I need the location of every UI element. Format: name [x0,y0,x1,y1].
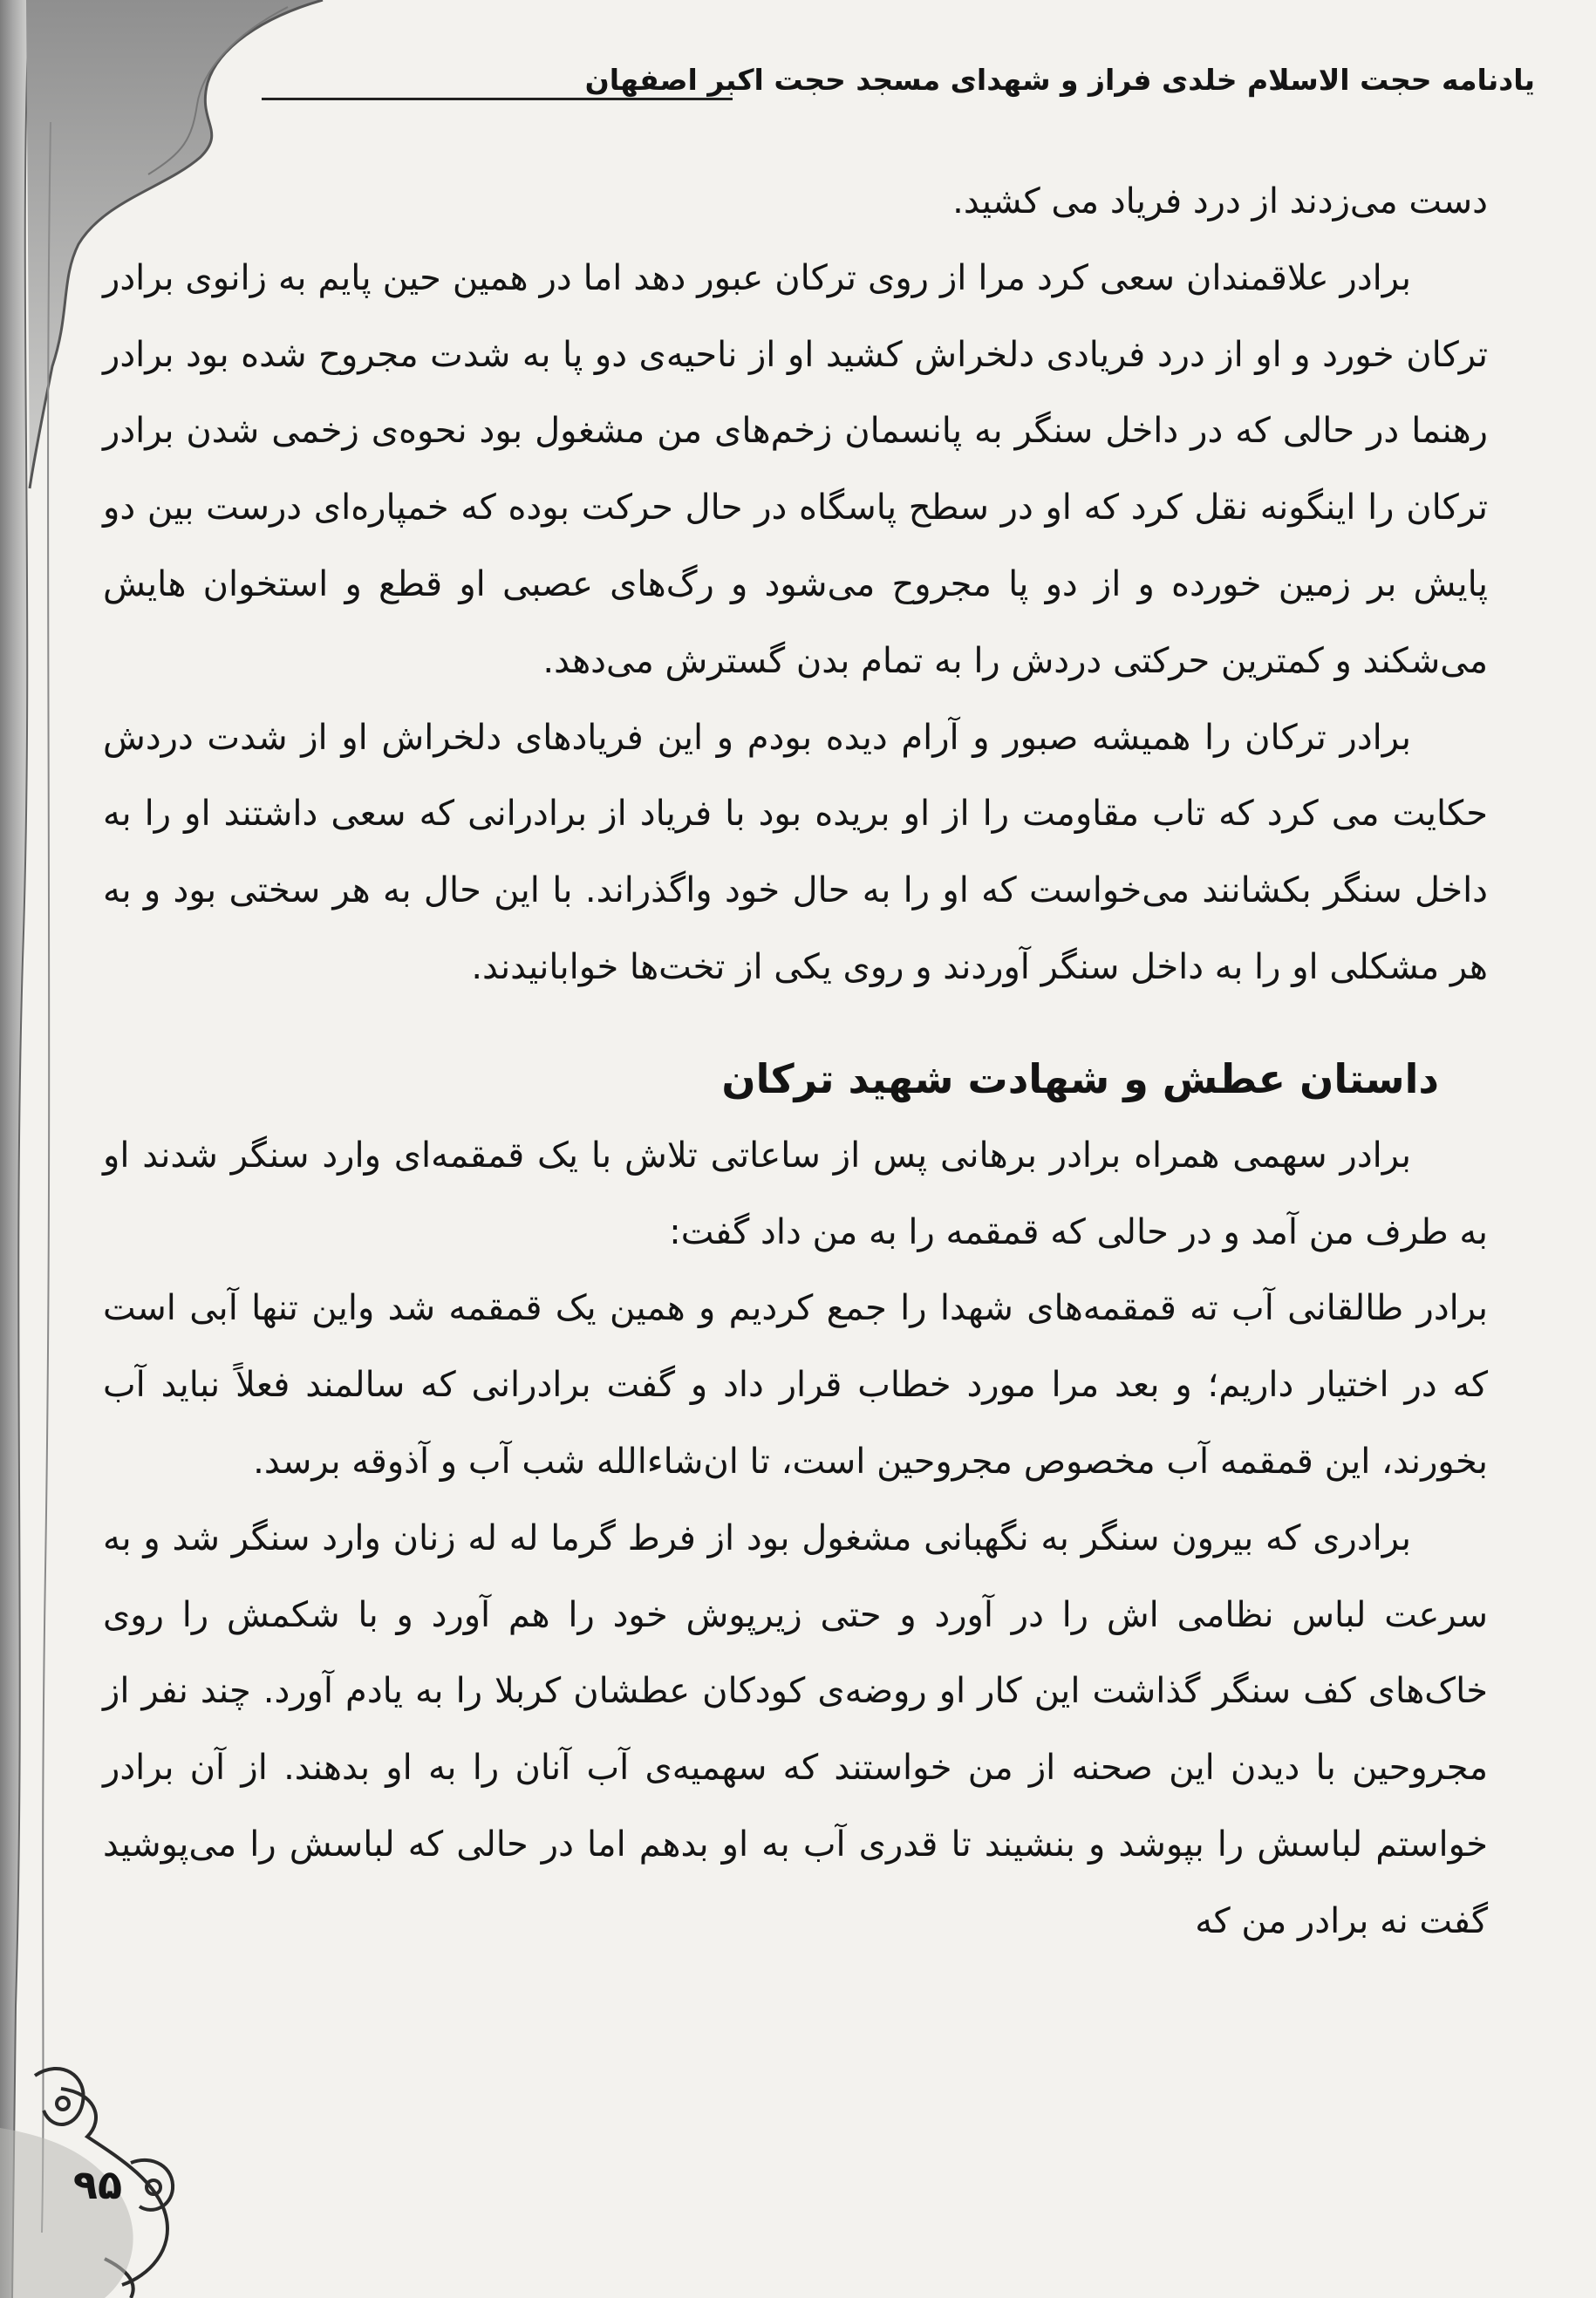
running-header: یادنامه حجت الاسلام خلدی فراز و شهدای مسجد حجت اکبر اصفهان [584,63,1535,97]
paragraph: برادر علاقمندان سعی کرد مرا از روی ترکان عبور دهد اما در همین حین پایم به زانوی برادر ترکان خورد و او از درد فریادی دلخراش کشید او از ناحیه‌ی دو پا به شدت مجروح شده بود برادر رهنما در حالی که در داخل سنگر به پانسمان زخم‌های من مشغول بود نحوه‌ی زخمی شدن برادر ترکان را اینگونه نقل کرد که او در سطح پاسگاه در حال حرکت بوده که خمپاره‌ای درست بین دو پایش بر زمین خورده و از دو پا مجروح می‌شود و رگ‌های عصبی او قطع و استخوان هایش می‌شکند و کمترین حرکتی دردش را به تمام بدن گسترش می‌دهد. [103,257,1488,681]
paragraph: برادر ترکان را همیشه صبور و آرام دیده بودم و این فریادهای دلخراش او از شدت دردش حکایت می کرد که تاب مقاومت را از او بریده بود با فریاد از برادرانی که سعی داشتند او را به داخل سنگر بکشانند می‌خواست که او را به حال خود واگذراند. با این حال به هر سختی بود و به هر مشکلی او را به داخل سنگر آوردند و روی یکی از تخت‌ها خوابانیدند. [103,717,1488,987]
section-heading: داستان عطش و شهادت شهید ترکان [721,1054,1439,1102]
paragraph: برادری که بیرون سنگر به نگهبانی مشغول بود از فرط گرما له له زنان وارد سنگر شد و به سرعت لباس نظامی اش را در آورد و حتی زیرپوش خود را هم آورد و با شکمش را روی خاک‌های کف سنگر گذاشت این کار او روضه‌ی کودکان عطشان کربلا را به یادم آورد. چند نفر از مجروحین با دیدن این صحنه از من خواستند که سهمیه‌ی آب آنان را به او بدهند. از آن برادر خواستم لباسش را بپوشد و بنشیند تا قدری آب به او بدهم اما در حالی که لباسش را می‌پوشید گفت نه برادر من که [103,1517,1488,1941]
paragraph: برادر سهمی همراه برادر برهانی پس از ساعاتی تلاش با یک قمقمه‌ای وارد سنگر شدند او به طرف من آمد و در حالی که قمقمه را به من داد گفت: [103,1135,1488,1252]
paragraph: دست می‌زدند از درد فریاد می کشید. [952,181,1488,222]
page-number: ۹۵ [72,2161,123,2208]
header-rule [262,98,733,100]
page-body [103,164,1488,1960]
paragraph: برادر طالقانی آب ته قمقمه‌های شهدا را جمع کردیم و همین یک قمقمه شد واین تنها آبی است که در اختیار داریم؛ و بعد مرا مورد خطاب قرار داد و گفت برادرانی که سالمند فعلاً نباید آب بخورند، این قمقمه آب مخصوص مجروحین است، تا ان‌شاءالله شب آب و آذوقه برسد. [103,1288,1488,1482]
